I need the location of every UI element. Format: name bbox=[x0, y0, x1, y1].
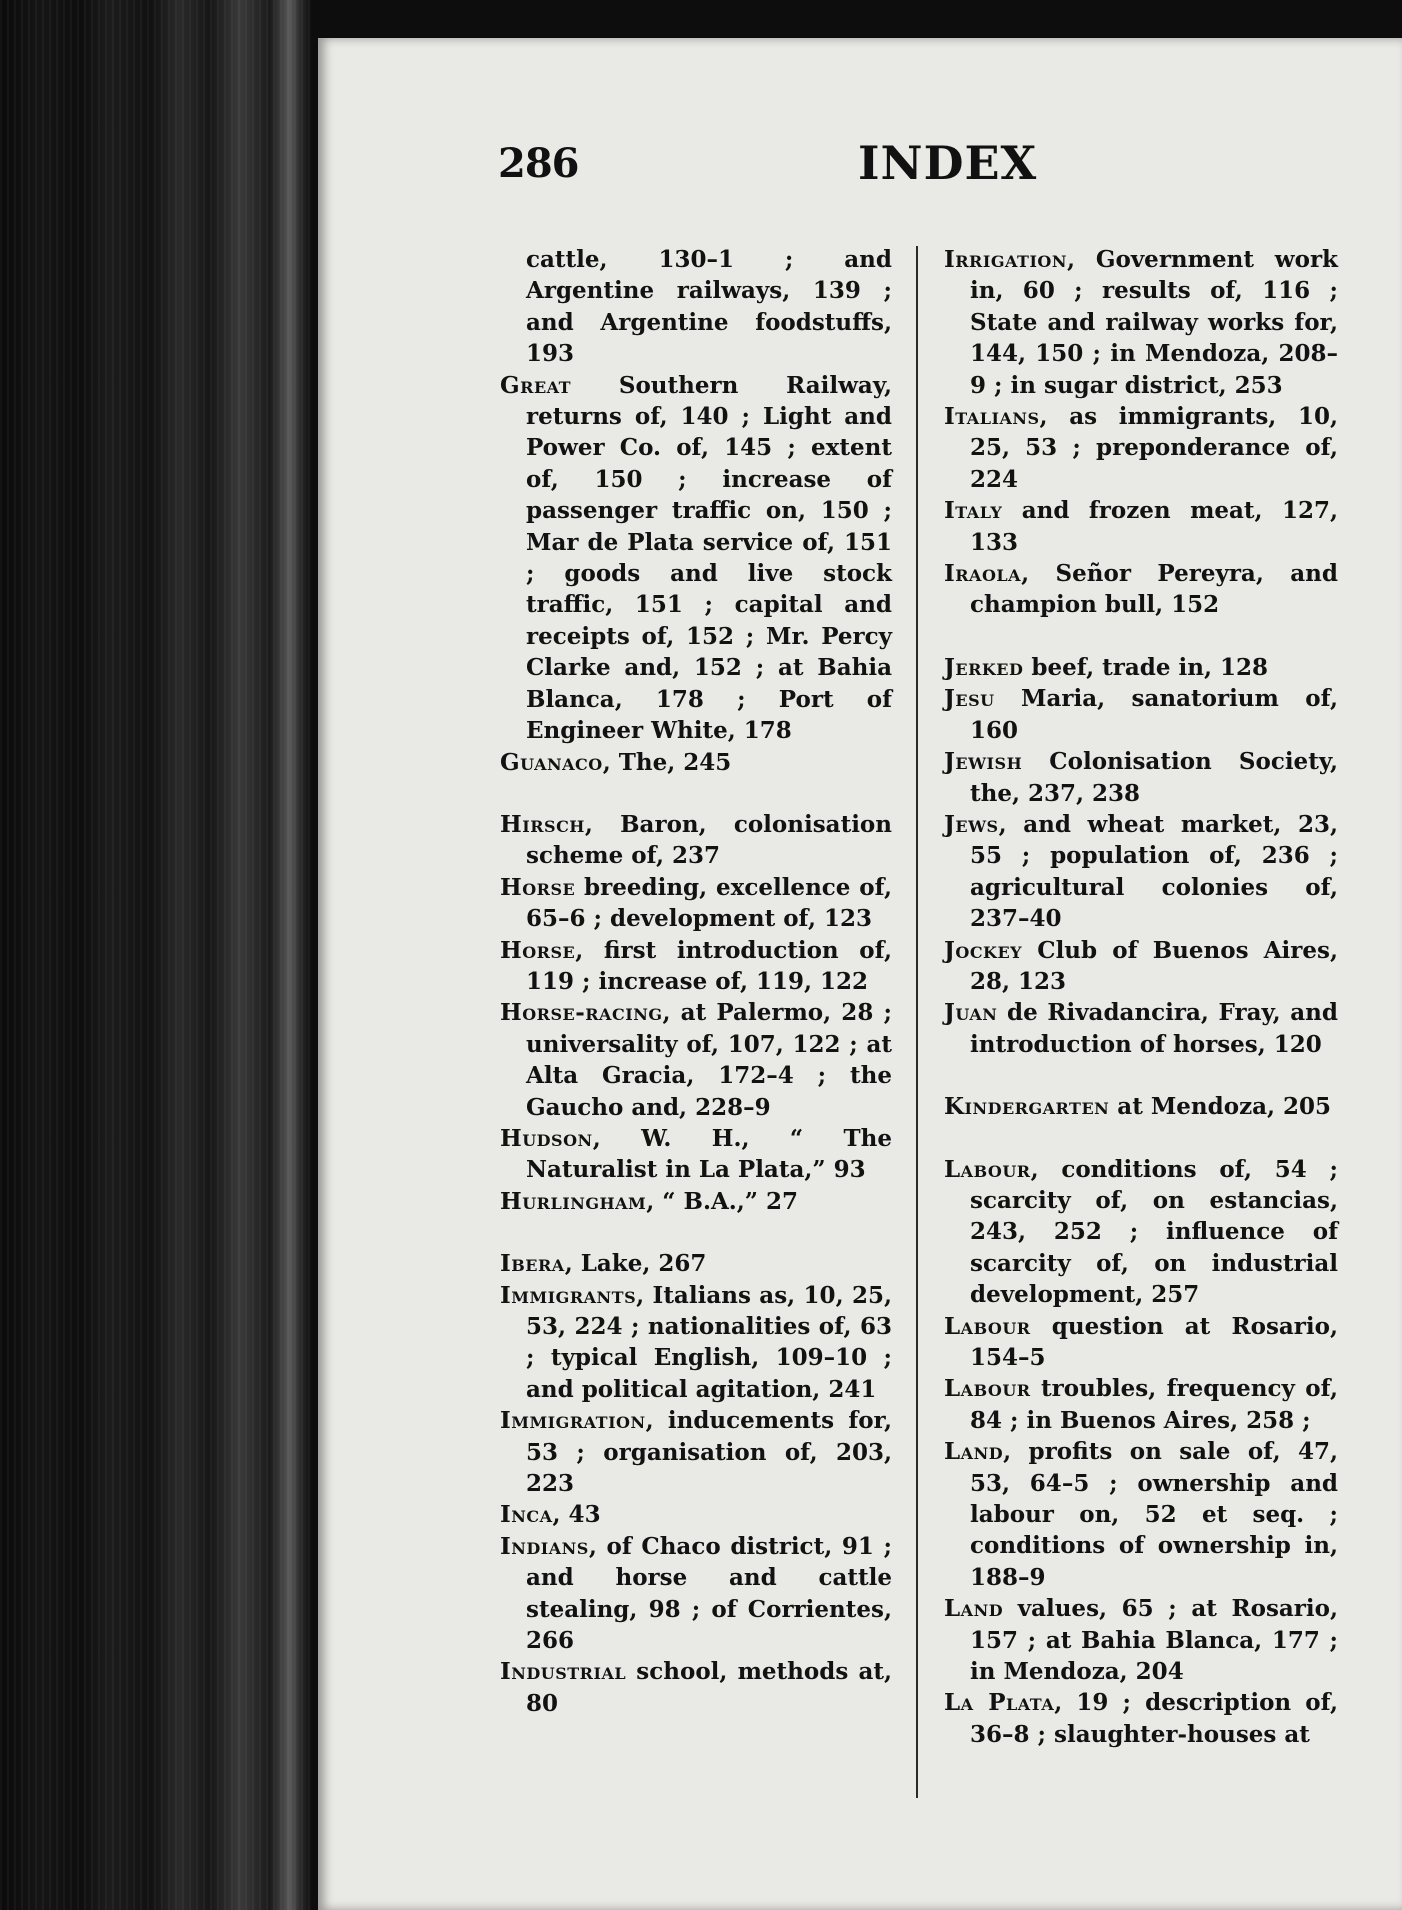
index-entry bbox=[944, 558, 1338, 621]
index-entry-headword: Jesu bbox=[944, 685, 995, 713]
index-entry-headword: Italy bbox=[944, 497, 1003, 525]
index-entry-text: , The, 245 bbox=[602, 748, 732, 776]
page-title: INDEX bbox=[858, 136, 1038, 190]
index-entry-headword: La Plata bbox=[944, 1689, 1055, 1717]
index-entry-text: , conditions of, 54 ; scarcity of, on estancias, 243, 252 ; influence of scarcity of, on industrial development, 257 bbox=[970, 1155, 1338, 1309]
index-entry bbox=[500, 809, 892, 872]
index-entry-headword: Jews bbox=[944, 810, 999, 838]
index-entry bbox=[500, 997, 892, 1123]
index-entry-headword: Hudson bbox=[500, 1124, 593, 1152]
index-entry-headword: Indians bbox=[500, 1532, 589, 1560]
letter-section-gap bbox=[944, 1123, 1338, 1154]
index-entry bbox=[944, 401, 1338, 495]
index-entry-text: at Mendoza, 205 bbox=[1109, 1093, 1332, 1121]
index-entry-text: , and wheat market, 23, 55 ; population of, 236 ; agricultural colonies of, 237–40 bbox=[970, 810, 1338, 933]
column-divider bbox=[916, 246, 918, 1798]
index-entry-headword: Immigrants bbox=[500, 1281, 637, 1309]
index-entry-headword: Jockey bbox=[944, 936, 1023, 964]
index-entry-text: Club of Buenos Aires, 28, 123 bbox=[970, 936, 1338, 995]
index-entry-headword: Labour bbox=[944, 1375, 1031, 1403]
index-entry-text: , Baron, colonisation scheme of, 237 bbox=[526, 810, 892, 870]
index-entry-headword: Jewish bbox=[944, 748, 1023, 776]
index-entry-headword: Jerked bbox=[944, 653, 1024, 681]
index-entry-headword: Iraola bbox=[944, 560, 1022, 588]
index-entry-text: , Italians as, 10, 25, 53, 224 ; nationalities of, 63 ; typical English, 109–10 ; and political agitation, 241 bbox=[526, 1281, 892, 1403]
index-entry bbox=[944, 1593, 1338, 1687]
index-entry bbox=[500, 872, 892, 935]
index-entry-headword: Immigration bbox=[500, 1407, 646, 1435]
index-entry bbox=[500, 1531, 892, 1657]
index-entry-headword: Horse bbox=[500, 936, 576, 964]
index-entry bbox=[944, 244, 1338, 401]
index-entry-text: question at Rosario, 154–5 bbox=[970, 1312, 1338, 1371]
index-entry-text: school, methods at, 80 bbox=[526, 1658, 892, 1717]
index-entry-text: , of Chaco district, 91 ; and horse and cattle stealing, 98 ; of Corrientes, 266 bbox=[526, 1532, 892, 1655]
index-entry-text: , 19 ; description of, 36–8 ; slaughter-houses at bbox=[970, 1689, 1339, 1748]
index-entry-text: , as immigrants, 10, 25, 53 ; preponderance of, 224 bbox=[970, 403, 1338, 493]
index-column-right bbox=[944, 244, 1338, 1750]
index-entry bbox=[500, 747, 892, 778]
index-entry bbox=[944, 809, 1338, 935]
letter-section-gap bbox=[500, 778, 892, 809]
index-entry-text: , first introduction of, 119 ; increase of, 119, 122 bbox=[526, 936, 892, 995]
letter-section-gap bbox=[944, 621, 1338, 652]
index-entry-headword: Horse-racing bbox=[500, 999, 663, 1027]
index-entry bbox=[500, 370, 892, 747]
index-entry-headword: Great bbox=[500, 371, 572, 399]
index-entry-headword: Guanaco bbox=[500, 748, 603, 776]
index-entry-headword: Hirsch bbox=[500, 810, 585, 838]
index-entry bbox=[500, 244, 892, 370]
index-entry bbox=[500, 1656, 892, 1719]
index-entry-text: Colonisation Society, the, 237, 238 bbox=[970, 748, 1338, 807]
index-entry bbox=[500, 1499, 892, 1530]
index-page bbox=[318, 38, 1402, 1910]
index-entry bbox=[944, 1091, 1338, 1122]
index-entry bbox=[944, 683, 1338, 746]
page-header bbox=[318, 38, 1402, 198]
index-entry-text: , W. H., “ The Naturalist in La Plata,” 93 bbox=[526, 1124, 892, 1184]
index-entry-text: and frozen meat, 127, 133 bbox=[970, 497, 1338, 556]
index-entry-headword: Ibera bbox=[500, 1250, 565, 1278]
index-entry-headword: Horse bbox=[500, 873, 576, 901]
index-entry-text: breeding, excellence of, 65–6 ; development of, 123 bbox=[526, 873, 892, 933]
index-entry-text: , 43 bbox=[552, 1501, 601, 1529]
index-entry bbox=[500, 1405, 892, 1499]
index-entry bbox=[500, 1280, 892, 1406]
index-entry-headword: Inca bbox=[500, 1501, 553, 1529]
index-entry-text: Southern Railway, returns of, 140 ; Light and Power Co. of, 145 ; extent of, 150 ; increase of passenger traffic on, 150 ; Mar de Plata service of, 151 ; goods and live stock traffic, 151 ; capital and receipts of, 152 ; Mr. Percy Clarke and, 152 ; at Bahia Blanca, 178 ; Port of Engineer White, 178 bbox=[526, 371, 892, 745]
index-entry-text: , at Palermo, 28 ; universality of, 107, 122 ; at Alta Gracia, 172–4 ; the Gaucho and, 228–9 bbox=[526, 999, 892, 1121]
index-entry-headword: Labour bbox=[944, 1312, 1031, 1340]
index-entry bbox=[944, 935, 1338, 998]
index-entry-text: , Government work in, 60 ; results of, 116 ; State and railway works for, 144, 150 ; in Mendoza, 208–9 ; in sugar district, 253 bbox=[970, 246, 1338, 399]
index-entry bbox=[944, 1436, 1338, 1593]
index-entry-text: values, 65 ; at Rosario, 157 ; at Bahia Blanca, 177 ; in Mendoza, 204 bbox=[970, 1595, 1338, 1686]
index-entry-headword: Hurlingham bbox=[500, 1187, 647, 1215]
letter-section-gap bbox=[944, 1060, 1338, 1091]
index-column-left bbox=[500, 244, 892, 1719]
index-entry-text: , profits on sale of, 47, 53, 64–5 ; ownership and labour on, 52 et seq. ; conditions of ownership in, 188–9 bbox=[970, 1438, 1338, 1591]
index-entry-text: , Señor Pereyra, and champion bull, 152 bbox=[970, 560, 1338, 619]
index-entry-text: , Lake, 267 bbox=[564, 1250, 707, 1278]
index-entry-headword: Kindergarten bbox=[944, 1093, 1110, 1121]
index-entry bbox=[500, 1123, 892, 1186]
index-entry bbox=[944, 652, 1338, 683]
index-entry-headword: Land bbox=[944, 1595, 1004, 1623]
index-entry-headword: Juan bbox=[944, 999, 998, 1027]
index-entry-headword: Industrial bbox=[500, 1658, 627, 1686]
index-entry-headword: Labour bbox=[944, 1155, 1031, 1183]
index-entry bbox=[944, 746, 1338, 809]
page-number: 286 bbox=[498, 140, 579, 187]
index-entry bbox=[944, 495, 1338, 558]
index-entry-text: cattle, 130–1 ; and Argentine railways, 139 ; and Argentine foodstuffs, 193 bbox=[526, 246, 892, 368]
index-entry-text: , “ B.A.,” 27 bbox=[646, 1187, 799, 1215]
index-entry bbox=[944, 997, 1338, 1060]
index-entry bbox=[500, 1186, 892, 1217]
index-entry-headword: Irrigation bbox=[944, 246, 1067, 273]
index-entry bbox=[944, 1154, 1338, 1311]
index-entry bbox=[500, 935, 892, 998]
index-entry-text: , inducements for, 53 ; organisation of, 203, 223 bbox=[526, 1407, 892, 1498]
index-entry bbox=[944, 1687, 1338, 1750]
index-entry-text: troubles, frequency of, 84 ; in Buenos Aires, 258 ; bbox=[970, 1375, 1338, 1434]
index-entry-text: de Rivadancira, Fray, and introduction of horses, 120 bbox=[970, 999, 1338, 1058]
index-entry-headword: Italians bbox=[944, 403, 1040, 431]
index-entry-text: Maria, sanatorium of, 160 bbox=[970, 685, 1338, 744]
index-entry-text: beef, trade in, 128 bbox=[1023, 653, 1268, 681]
index-entry-headword: Land bbox=[944, 1438, 1004, 1466]
letter-section-gap bbox=[500, 1217, 892, 1248]
index-entry bbox=[944, 1311, 1338, 1374]
index-entry bbox=[500, 1248, 892, 1279]
index-entry bbox=[944, 1373, 1338, 1436]
book-spine-edge bbox=[0, 0, 312, 1910]
